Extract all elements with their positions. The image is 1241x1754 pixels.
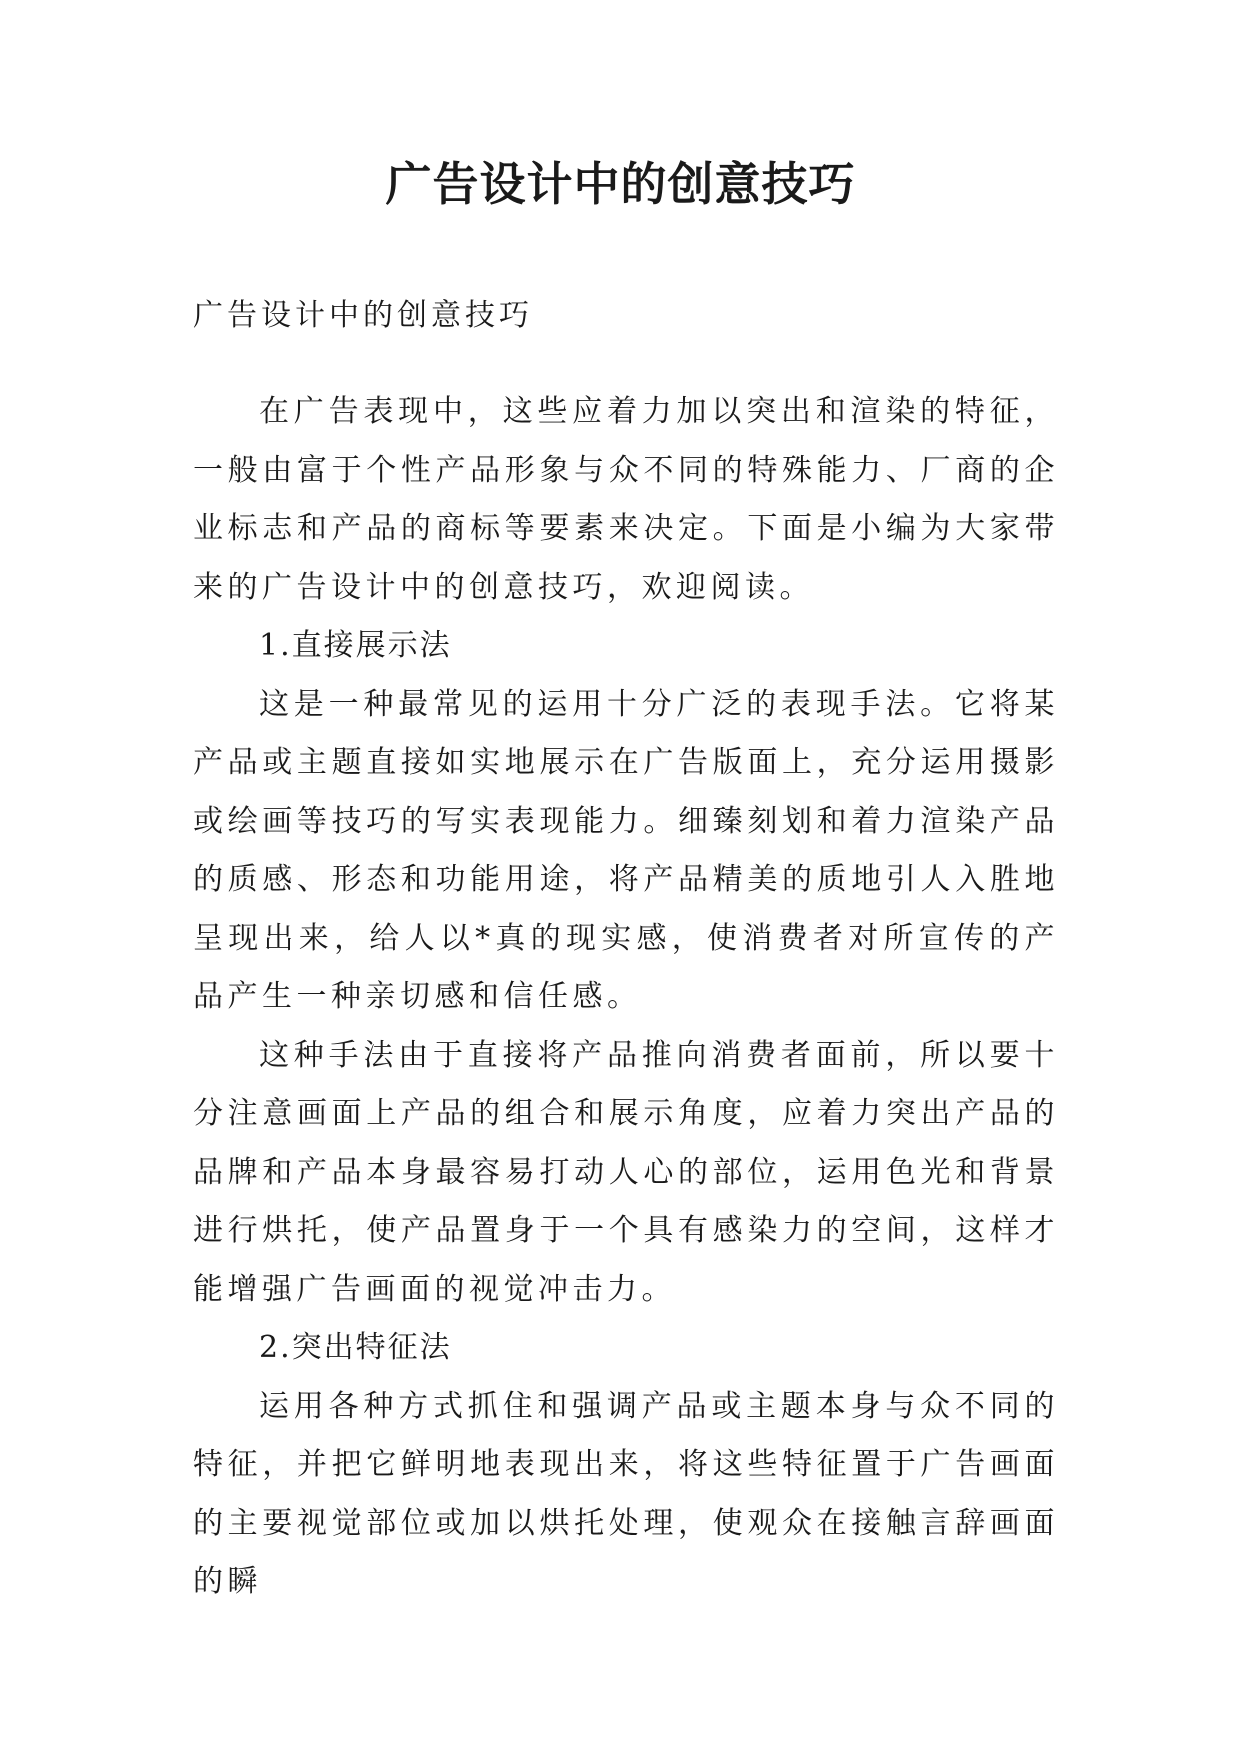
section-heading-direct-display: 1.直接展示法 <box>259 628 452 663</box>
intro-paragraph: 在广告表现中，这些应着力加以突出和渲染的特征，一般由富于个性产品形象与众不同的特殊能力、厂商的企业标志和产品的商标等要素来决定。下面是小编为大家带来的广告设计中的创意技巧，欢迎阅读。 <box>193 394 1059 605</box>
section-heading-highlight-features: 2.突出特征法 <box>259 1330 452 1365</box>
document-body <box>193 287 1059 1612</box>
document-title: 广告设计中的创意技巧 <box>385 157 856 211</box>
document-subtitle: 广告设计中的创意技巧 <box>193 298 533 333</box>
body-paragraph: 这种手法由于直接将产品推向消费者面前，所以要十分注意画面上产品的组合和展示角度，应着力突出产品的品牌和产品本身最容易打动人心的部位，运用色光和背景进行烘托，使产品置身于一个具有感染力的空间，这样才能增强广告画面的视觉冲击力。 <box>193 1037 1059 1307</box>
body-paragraph: 运用各种方式抓住和强调产品或主题本身与众不同的特征，并把它鲜明地表现出来，将这些特征置于广告画面的主要视觉部位或加以烘托处理，使观众在接触言辞画面的瞬 <box>193 1388 1059 1599</box>
body-paragraph: 这是一种最常见的运用十分广泛的表现手法。它将某产品或主题直接如实地展示在广告版面上，充分运用摄影或绘画等技巧的写实表现能力。细臻刻划和着力渲染产品的质感、形态和功能用途，将产品精美的质地引人入胜地呈现出来，给人以*真的现实感，使消费者对所宣传的产品产生一种亲切感和信任感。 <box>193 686 1059 1014</box>
